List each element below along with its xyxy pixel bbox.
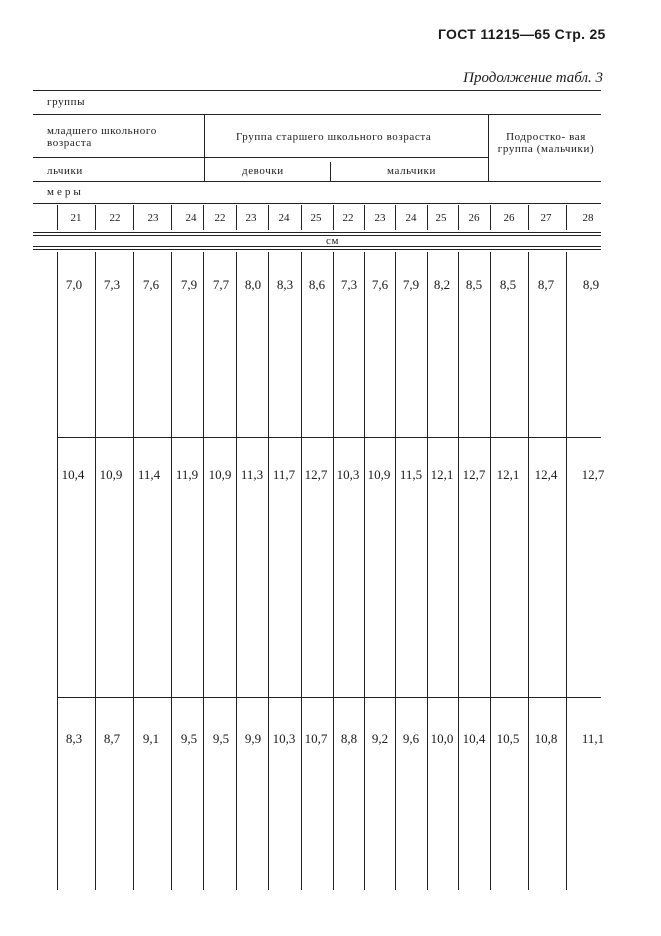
table-cell: 11,9 [175,467,199,482]
column-number: 25 [310,212,322,224]
table-cell: 12,7 [462,467,486,482]
table-cell: 10,3 [336,467,360,482]
body-column-line [364,252,365,890]
colnum-tick [458,205,459,230]
page-header-title: ГОСТ 11215—65 Стр. 25 [438,26,606,42]
table-cell: 11,5 [399,467,423,482]
body-column-line [133,252,134,890]
table-cell: 7,3 [340,277,358,292]
unit-label: см [326,235,340,247]
table-cell: 8,6 [308,277,326,292]
table-cell: 8,5 [499,277,517,292]
colnum-tick [566,205,567,230]
table-cell: 12,7 [581,467,605,482]
body-column-line [528,252,529,890]
junior-group-label: младшего школьного возраста [47,125,157,149]
column-number: 26 [468,212,480,224]
body-column-line [171,252,172,890]
table-cell: 8,5 [465,277,483,292]
table-cell: 9,2 [371,731,389,746]
colnum-tick [57,205,58,230]
column-number: 27 [540,212,552,224]
colnum-tick [95,205,96,230]
table-cell: 8,0 [244,277,262,292]
table-cell: 7,7 [212,277,230,292]
table-cell: 7,9 [402,277,420,292]
row-separator-1 [58,437,601,438]
row-groups-rule [33,114,601,115]
body-column-line [566,252,567,890]
column-number: 24 [405,212,417,224]
column-number: 24 [185,212,197,224]
row-groups-label: группы [47,96,86,108]
row-separator-2 [58,697,601,698]
colnum-tick [364,205,365,230]
colnum-tick [301,205,302,230]
body-column-line [57,252,58,890]
table-cell: 7,6 [142,277,160,292]
body-column-line [301,252,302,890]
table-cell: 11,7 [272,467,296,482]
body-column-line [236,252,237,890]
subgroup-rule [33,157,488,158]
column-number: 25 [435,212,447,224]
table-cell: 9,1 [142,731,160,746]
boys-partial-label: льчики [47,165,83,177]
table-cell: 10,5 [496,731,520,746]
teen-group-label: Подростко- вая группа (мальчики) [497,131,595,155]
table-cell: 10,4 [61,467,85,482]
table-top-rule [33,90,601,91]
body-column-line [95,252,96,890]
table-cell: 7,9 [180,277,198,292]
measures-rule [33,203,601,204]
column-number: 21 [70,212,82,224]
measures-label: меры [47,186,84,198]
table-cell: 8,8 [340,731,358,746]
colnum-tick [490,205,491,230]
body-column-line [203,252,204,890]
table-cell: 11,1 [581,731,605,746]
column-number: 28 [582,212,594,224]
girls-label: девочки [242,165,284,177]
header-divider-gender [330,162,331,181]
body-column-line [427,252,428,890]
column-number-rule-1 [33,232,601,233]
column-number-rule-2 [33,235,601,236]
header-divider-teen [488,114,489,181]
table-cell: 8,2 [433,277,451,292]
column-number: 23 [147,212,159,224]
unit-rule-2 [33,249,601,250]
table-continuation-label: Продолжение табл. 3 [463,70,603,86]
senior-group-label: Группа старшего школьного возраста [236,131,432,143]
colnum-tick [236,205,237,230]
table-cell: 9,6 [402,731,420,746]
colnum-tick [133,205,134,230]
table-cell: 8,9 [582,277,600,292]
colnum-tick [333,205,334,230]
colnum-tick [171,205,172,230]
table-cell: 10,4 [462,731,486,746]
table-cell: 12,1 [430,467,454,482]
colnum-tick [427,205,428,230]
table-cell: 8,7 [103,731,121,746]
column-number: 22 [342,212,354,224]
boys-label: мальчики [387,165,436,177]
column-number: 22 [109,212,121,224]
column-number: 23 [374,212,386,224]
column-number: 23 [245,212,257,224]
table-cell: 8,3 [276,277,294,292]
colnum-tick [528,205,529,230]
table-cell: 11,4 [137,467,161,482]
table-cell: 10,3 [272,731,296,746]
table-cell: 8,3 [65,731,83,746]
colnum-tick [268,205,269,230]
table-cell: 7,3 [103,277,121,292]
table-cell: 10,9 [208,467,232,482]
table-cell: 7,0 [65,277,83,292]
table-cell: 10,8 [534,731,558,746]
table-cell: 8,7 [537,277,555,292]
body-column-line [395,252,396,890]
table-cell: 10,7 [304,731,328,746]
table-cell: 12,1 [496,467,520,482]
column-number: 22 [214,212,226,224]
body-column-line [490,252,491,890]
table-cell: 10,9 [367,467,391,482]
column-number: 24 [278,212,290,224]
colnum-tick [395,205,396,230]
table-cell: 9,5 [212,731,230,746]
table-cell: 12,7 [304,467,328,482]
header-divider-junior [204,114,205,181]
body-column-line [458,252,459,890]
table-cell: 9,9 [244,731,262,746]
table-cell: 7,6 [371,277,389,292]
table-cell: 10,9 [99,467,123,482]
unit-rule-1 [33,246,601,247]
table-cell: 9,5 [180,731,198,746]
body-column-line [333,252,334,890]
body-column-line [268,252,269,890]
table-cell: 12,4 [534,467,558,482]
table-cell: 10,0 [430,731,454,746]
table-cell: 11,3 [240,467,264,482]
colnum-tick [203,205,204,230]
column-number: 26 [503,212,515,224]
gender-rule [33,181,601,182]
